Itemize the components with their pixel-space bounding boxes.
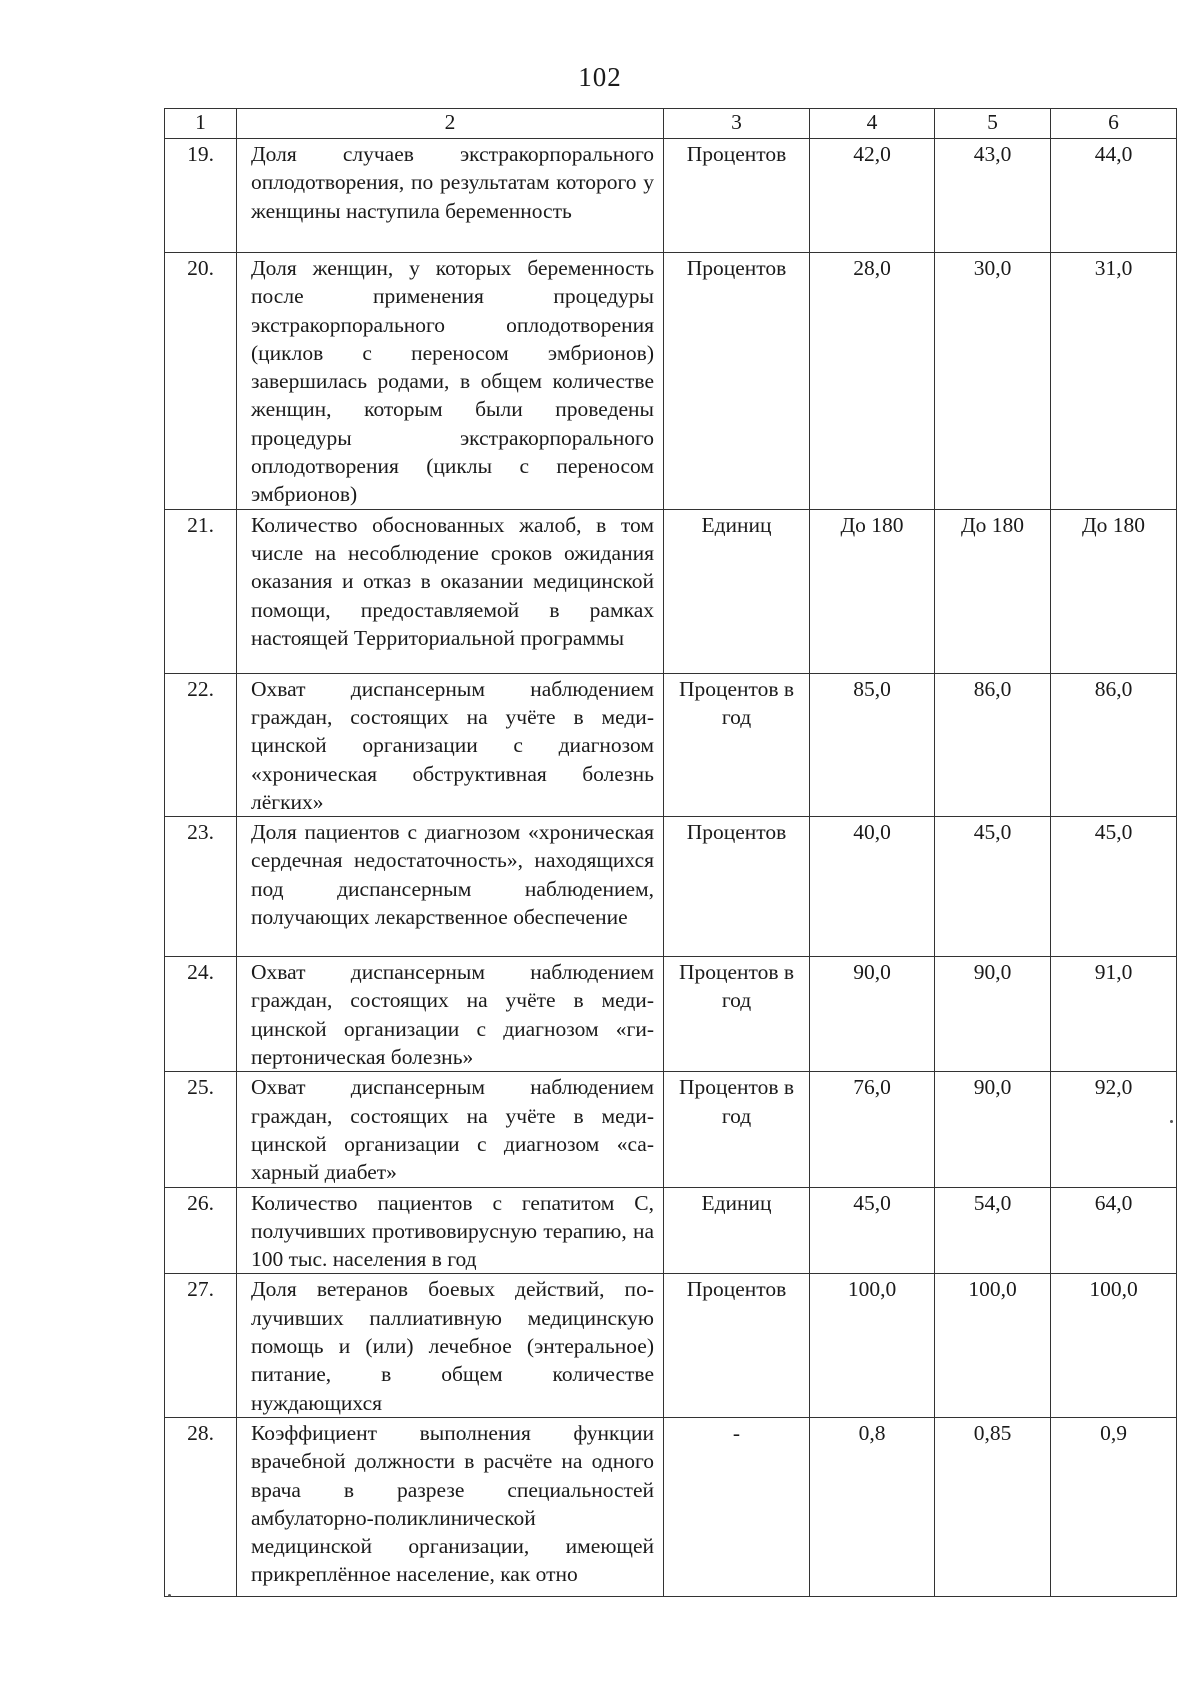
table-row [165,957,1177,1072]
row-number: 28. [165,1417,237,1596]
table-row [165,1072,1177,1187]
indicator-name: Доля ветеранов боевых действий, получивших паллиативную медицинскую помощь и (или) лечебное (энтеральное) питание, в общем количестве нуждающихся [237,1274,664,1417]
table-row [165,1274,1177,1417]
unit-of-measure: Процентов [664,817,810,957]
value-col-4: 40,0 [810,817,935,957]
column-header: 3 [664,109,810,139]
value-col-6: 100,0 [1051,1274,1177,1417]
indicator-name: Охват диспансерным наблюдением граждан, состоящих на учёте в медицинской организации с диагнозом «хроническая обструктивная болезнь лёгких» [237,673,664,816]
table-row [165,1417,1177,1596]
row-number: 26. [165,1187,237,1274]
row-number: 25. [165,1072,237,1187]
table-body [165,139,1177,1597]
value-col-5: 100,0 [935,1274,1051,1417]
table-row [165,1187,1177,1274]
row-number: 23. [165,817,237,957]
column-header: 4 [810,109,935,139]
value-col-5: 0,85 [935,1417,1051,1596]
indicator-name: Доля пациентов с диагнозом «хроническая сердечная недостаточность», находящихся под диспансерным наблюдением, получающих лекарственное обеспечение [237,817,664,957]
value-col-6: 91,0 [1051,957,1177,1072]
row-number: 24. [165,957,237,1072]
value-col-5: 86,0 [935,673,1051,816]
table-header-row [165,109,1177,139]
value-col-4: 100,0 [810,1274,935,1417]
unit-of-measure: Процентов в год [664,1072,810,1187]
table-row [165,253,1177,510]
column-header: 5 [935,109,1051,139]
row-number: 22. [165,673,237,816]
scan-dot [168,1594,171,1597]
unit-of-measure: Процентов в год [664,957,810,1072]
indicator-name: Охват диспансерным наблюдением граждан, состоящих на учёте в медицинской организации с диагнозом «гипертоническая болезнь» [237,957,664,1072]
value-col-5: 43,0 [935,139,1051,253]
indicators-table [164,108,1177,1597]
value-col-5: 45,0 [935,817,1051,957]
value-col-4: 45,0 [810,1187,935,1274]
unit-of-measure: Процентов в год [664,673,810,816]
value-col-4: 90,0 [810,957,935,1072]
column-header: 2 [237,109,664,139]
value-col-6: 45,0 [1051,817,1177,957]
table-row [165,673,1177,816]
value-col-6: 86,0 [1051,673,1177,816]
row-number: 20. [165,253,237,510]
table-row [165,139,1177,253]
unit-of-measure: Процентов [664,1274,810,1417]
table-row [165,817,1177,957]
value-col-4: 28,0 [810,253,935,510]
scan-dot [1170,1120,1173,1123]
value-col-6: 64,0 [1051,1187,1177,1274]
unit-of-measure: Единиц [664,1187,810,1274]
value-col-5: 54,0 [935,1187,1051,1274]
indicator-name: Доля женщин, у которых беременность после применения процедуры экстракорпорального оплодотворения (циклов с переносом эмбрионов) завершилась родами, в общем количестве женщин, которым были проведены процедуры экстракорпорального оплодотворения (циклы с переносом эмбрионов) [237,253,664,510]
value-col-6: 44,0 [1051,139,1177,253]
unit-of-measure: Процентов [664,253,810,510]
column-header: 1 [165,109,237,139]
value-col-5: 90,0 [935,957,1051,1072]
value-col-4: До 180 [810,509,935,673]
unit-of-measure: Процентов [664,139,810,253]
page-number: 102 [578,62,622,92]
unit-of-measure: Единиц [664,509,810,673]
indicator-name: Доля случаев экстракорпорального оплодотворения, по результатам которого у женщины наступила беременность [237,139,664,253]
indicator-name: Охват диспансерным наблюдением граждан, состоящих на учёте в медицинской организации с диагнозом «сахарный диабет» [237,1072,664,1187]
row-number: 21. [165,509,237,673]
value-col-4: 0,8 [810,1417,935,1596]
unit-of-measure: - [664,1417,810,1596]
value-col-6: До 180 [1051,509,1177,673]
value-col-4: 85,0 [810,673,935,816]
value-col-4: 76,0 [810,1072,935,1187]
value-col-6: 31,0 [1051,253,1177,510]
value-col-6: 0,9 [1051,1417,1177,1596]
indicator-name: Количество обоснованных жалоб, в том числе на несоблюдение сроков ожидания оказания и отказ в оказании медицинской помощи, предоставляемой в рамках настоящей Территориальной программы [237,509,664,673]
row-number: 19. [165,139,237,253]
value-col-5: 30,0 [935,253,1051,510]
value-col-6: 92,0 [1051,1072,1177,1187]
indicator-name: Коэффициент выполнения функции врачебной должности в расчёте на одного врача в разрезе специальностей амбулаторно-поликлинической медицинской организации, имеющей прикреплённое население, как отно [237,1417,664,1596]
table-row [165,509,1177,673]
value-col-4: 42,0 [810,139,935,253]
row-number: 27. [165,1274,237,1417]
value-col-5: До 180 [935,509,1051,673]
column-header: 6 [1051,109,1177,139]
value-col-5: 90,0 [935,1072,1051,1187]
indicator-name: Количество пациентов с гепатитом С, получивших противовирусную терапию, на 100 тыс. населения в год [237,1187,664,1274]
